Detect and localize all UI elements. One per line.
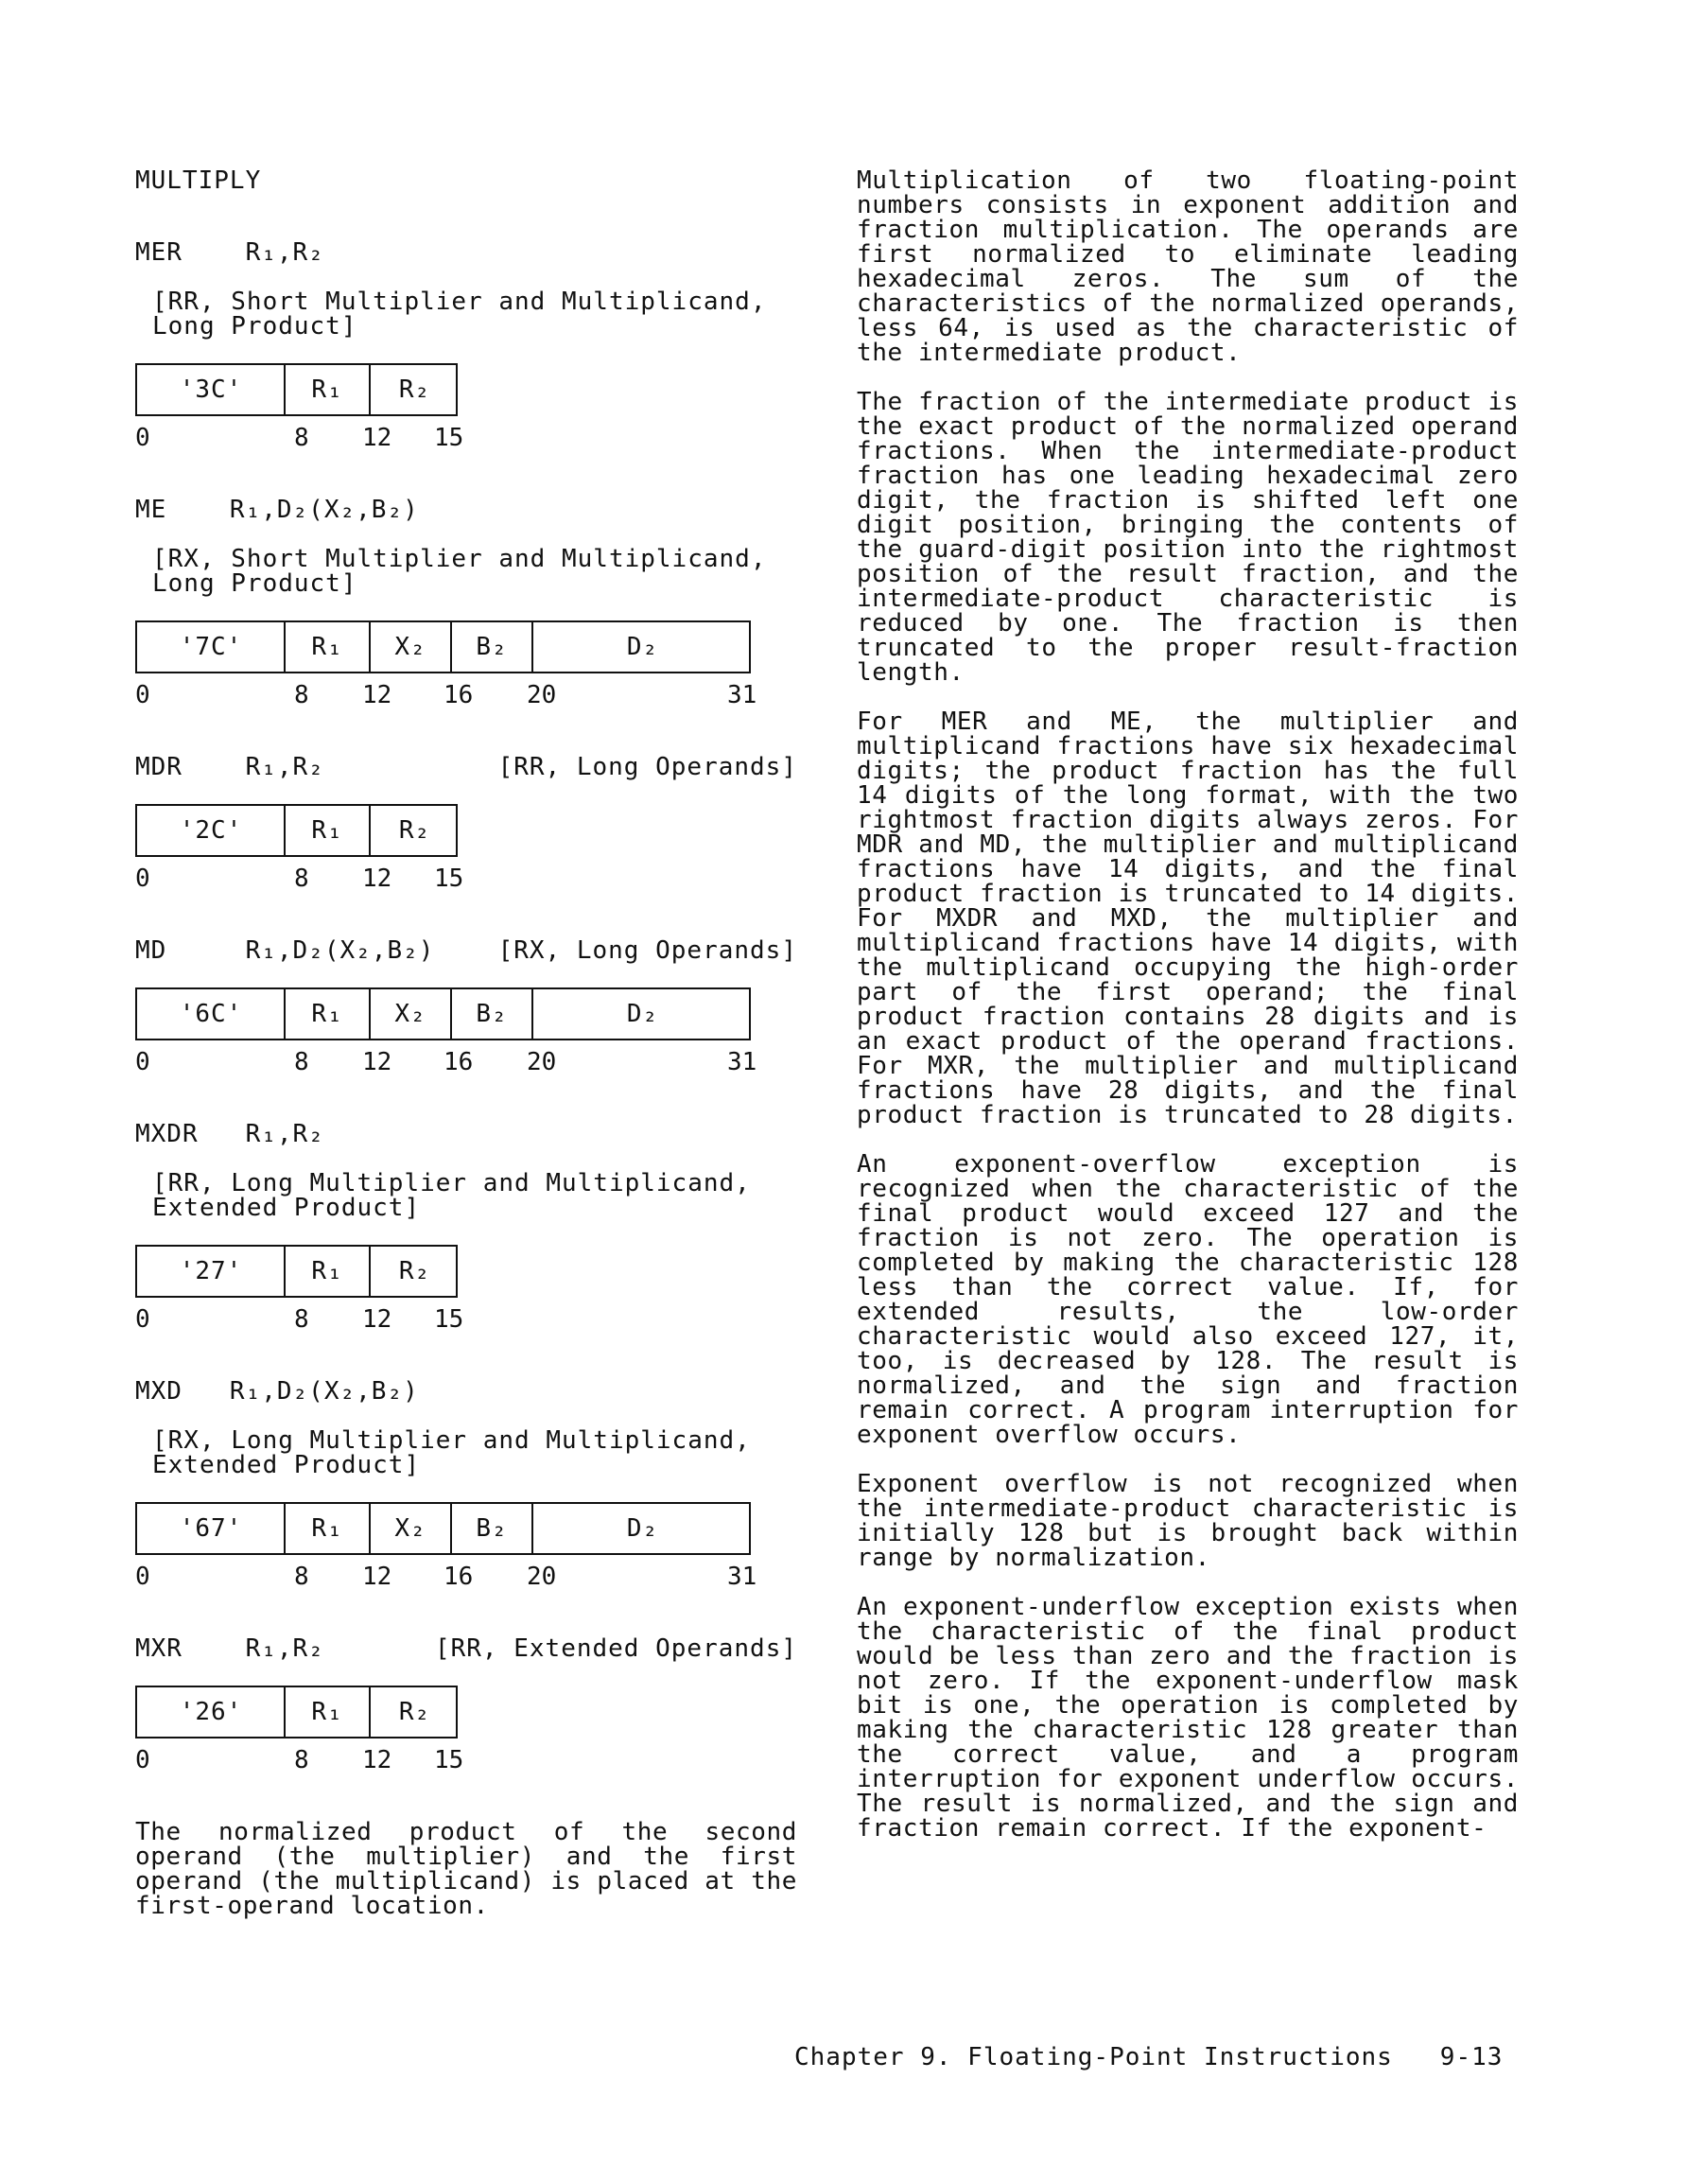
instruction-syntax <box>135 1636 797 1661</box>
b2-field: B₂ <box>476 1514 508 1543</box>
mnemonic-operands: MXD R₁,D₂(X₂,B₂) <box>135 1377 419 1406</box>
mnemonic-operands: MXDR R₁,R₂ <box>135 1120 324 1148</box>
d2-field: D₂ <box>626 1000 659 1028</box>
paragraph-2: The fraction of the intermediate product is the exact product of the normalized operand fractions. When the intermediate-product fraction has one leading hexadecimal zero digit, the fraction is shifted left one digit position, bringing the contents of the guard-digit position into the rightmost position of the result fraction, and the intermediate-product characteristic is reduced by one. The fraction is then truncated to the proper result-fraction length. <box>857 388 1519 687</box>
format-attributes: [RX, Short Multiplier and Multiplicand, Long Product] <box>152 545 767 598</box>
bit-positions <box>135 424 797 456</box>
mnemonic-operands: MDR R₁,R₂ <box>135 753 324 781</box>
instruction-block <box>135 1122 797 1337</box>
instruction-syntax <box>135 938 797 963</box>
bit-position-label: 0 <box>135 1563 150 1591</box>
bit-positions <box>135 1563 797 1595</box>
section-heading: MULTIPLY <box>135 166 262 195</box>
format-attributes: [RR, Long Multiplier and Multiplicand, Extended Product] <box>152 1169 751 1222</box>
bit-position-label: 31 <box>727 1048 757 1076</box>
opcode-field: '7C' <box>179 633 243 661</box>
bit-position-label: 20 <box>527 1048 557 1076</box>
r1-field: R₁ <box>311 376 343 404</box>
bit-position-label: 12 <box>362 1048 392 1076</box>
paragraph-3: For MER and ME, the multiplier and multiplicand fractions have six hexadecimal digits; the product fraction has the full 14 digits of the long format, with the two rightmost fraction digits always zeros. For MDR and MD, the multiplier and multiplicand fractions have 14 digits, and the final product fraction is truncated to 14 digits. For MXDR and MXD, the multiplier and multiplicand fractions have 14 digits, with the multiplicand occupying the high-order part of the first operand; the final product fraction contains 28 digits and is an exact product of the operand fractions. For MXR, the multiplier and multiplicand fractions have 28 digits, and the final product fraction is truncated to 28 digits. <box>857 708 1519 1129</box>
page-footer: Chapter 9. Floating-Point Instructions 9-13 <box>794 2043 1504 2071</box>
paragraph-5: Exponent overflow is not recognized when the intermediate-product characteristic is initially 128 but is brought back within range by normalization. <box>857 1470 1519 1572</box>
bit-position-label: 15 <box>434 865 464 893</box>
instruction-format-box <box>135 1245 458 1298</box>
instruction-format-box <box>135 363 458 416</box>
bit-positions <box>135 1746 797 1778</box>
instruction-format-box <box>135 804 458 857</box>
b2-field: B₂ <box>476 633 508 661</box>
opcode-field: '67' <box>179 1514 243 1543</box>
paragraph-4: An exponent-overflow exception is recognized when the characteristic of the final product would exceed 127 and the fraction is not zero. The operation is completed by making the characteristic 128 less than the correct value. If, for extended results, the low-order characteristic would also exceed 127, it, too, is decreased by 128. The result is normalized, and the sign and fraction remain correct. A program interruption for exponent overflow occurs. <box>857 1150 1519 1449</box>
instruction-block <box>135 938 797 1080</box>
opcode-field: '3C' <box>179 376 243 404</box>
bit-position-label: 8 <box>294 865 309 893</box>
instruction-block <box>135 1636 797 1778</box>
bit-position-label: 20 <box>527 1563 557 1591</box>
bit-position-label: 8 <box>294 1048 309 1076</box>
x2-field: X₂ <box>394 1000 426 1028</box>
bit-position-label: 0 <box>135 424 150 452</box>
format-attributes: [RR, Long Operands] <box>497 753 797 781</box>
bit-position-label: 31 <box>727 681 757 709</box>
bit-position-label: 12 <box>362 1563 392 1591</box>
mnemonic-operands: MXR R₁,R₂ <box>135 1634 324 1663</box>
bit-position-label: 31 <box>727 1563 757 1591</box>
r1-field: R₁ <box>311 1000 343 1028</box>
bit-position-label: 15 <box>434 424 464 452</box>
paragraph-1: Multiplication of two floating-point numbers consists in exponent addition and fraction multiplication. The operands are first normalized to eliminate leading hexadecimal zeros. The sum of the characteristics of the normalized operands, less 64, is used as the characteristic of the intermediate product. <box>857 166 1519 367</box>
mnemonic-operands: MD R₁,D₂(X₂,B₂) <box>135 936 435 965</box>
bit-positions <box>135 865 797 897</box>
paragraph-6: An exponent-underflow exception exists when the characteristic of the final product would be less than zero and the fraction is not zero. If the exponent-underflow mask bit is one, the operation is completed by making the characteristic 128 greater than the correct value, and a program interruption for exponent underflow occurs. The result is normalized, and the sign and fraction remain correct. If the exponent- <box>857 1593 1519 1843</box>
mnemonic-operands: ME R₁,D₂(X₂,B₂) <box>135 496 419 524</box>
r1-field: R₁ <box>311 1257 343 1285</box>
instruction-block <box>135 240 797 456</box>
format-attributes: [RR, Extended Operands] <box>434 1634 797 1663</box>
bit-position-label: 15 <box>434 1746 464 1774</box>
bit-position-label: 0 <box>135 1048 150 1076</box>
r1-field: R₁ <box>311 816 343 845</box>
bit-position-label: 15 <box>434 1305 464 1334</box>
bit-position-label: 0 <box>135 1305 150 1334</box>
left-paragraph: The normalized product of the second operand (the multiplier) and the first operand (the multiplicand) is placed at the first-operand location. <box>135 1818 797 1920</box>
instruction-block <box>135 498 797 713</box>
opcode-field: '27' <box>179 1257 243 1285</box>
bit-position-label: 20 <box>527 681 557 709</box>
r1-field: R₁ <box>311 1698 343 1726</box>
instruction-format-box <box>135 620 751 673</box>
bit-position-label: 12 <box>362 1305 392 1334</box>
instruction-block <box>135 755 797 897</box>
right-column <box>857 168 1519 1865</box>
instruction-syntax <box>135 1379 797 1404</box>
bit-position-label: 0 <box>135 681 150 709</box>
bit-position-label: 8 <box>294 424 309 452</box>
format-attributes: [RX, Long Operands] <box>497 936 797 965</box>
instruction-block <box>135 1379 797 1595</box>
opcode-field: '2C' <box>179 816 243 845</box>
opcode-field: '6C' <box>179 1000 243 1028</box>
left-column <box>135 168 797 1943</box>
instruction-syntax <box>135 240 797 265</box>
bit-position-label: 16 <box>443 1563 474 1591</box>
bit-position-label: 16 <box>443 681 474 709</box>
format-attributes: [RX, Long Multiplier and Multiplicand, Extended Product] <box>152 1426 751 1479</box>
bit-position-label: 12 <box>362 865 392 893</box>
r2-field: R₂ <box>398 816 431 845</box>
bit-position-label: 8 <box>294 681 309 709</box>
instruction-format-box <box>135 1502 751 1555</box>
bit-position-label: 8 <box>294 1746 309 1774</box>
format-attributes: [RR, Short Multiplier and Multiplicand, Long Product] <box>152 288 767 341</box>
bit-position-label: 8 <box>294 1305 309 1334</box>
d2-field: D₂ <box>626 1514 659 1543</box>
x2-field: X₂ <box>394 633 426 661</box>
instruction-syntax <box>135 755 797 779</box>
mnemonic-operands: MER R₁,R₂ <box>135 238 324 267</box>
r2-field: R₂ <box>398 1698 431 1726</box>
instruction-format-box <box>135 1686 458 1738</box>
r2-field: R₂ <box>398 376 431 404</box>
bit-position-label: 12 <box>362 1746 392 1774</box>
r1-field: R₁ <box>311 1514 343 1543</box>
bit-position-label: 0 <box>135 865 150 893</box>
bit-positions <box>135 681 797 713</box>
bit-positions <box>135 1305 797 1337</box>
d2-field: D₂ <box>626 633 659 661</box>
opcode-field: '26' <box>179 1698 243 1726</box>
instruction-syntax <box>135 1122 797 1146</box>
r1-field: R₁ <box>311 633 343 661</box>
bit-position-label: 0 <box>135 1746 150 1774</box>
x2-field: X₂ <box>394 1514 426 1543</box>
instruction-format-box <box>135 987 751 1040</box>
bit-position-label: 16 <box>443 1048 474 1076</box>
bit-position-label: 8 <box>294 1563 309 1591</box>
b2-field: B₂ <box>476 1000 508 1028</box>
bit-position-label: 12 <box>362 424 392 452</box>
bit-position-label: 12 <box>362 681 392 709</box>
instruction-list <box>135 240 797 1778</box>
bit-positions <box>135 1048 797 1080</box>
r2-field: R₂ <box>398 1257 431 1285</box>
instruction-syntax <box>135 498 797 522</box>
